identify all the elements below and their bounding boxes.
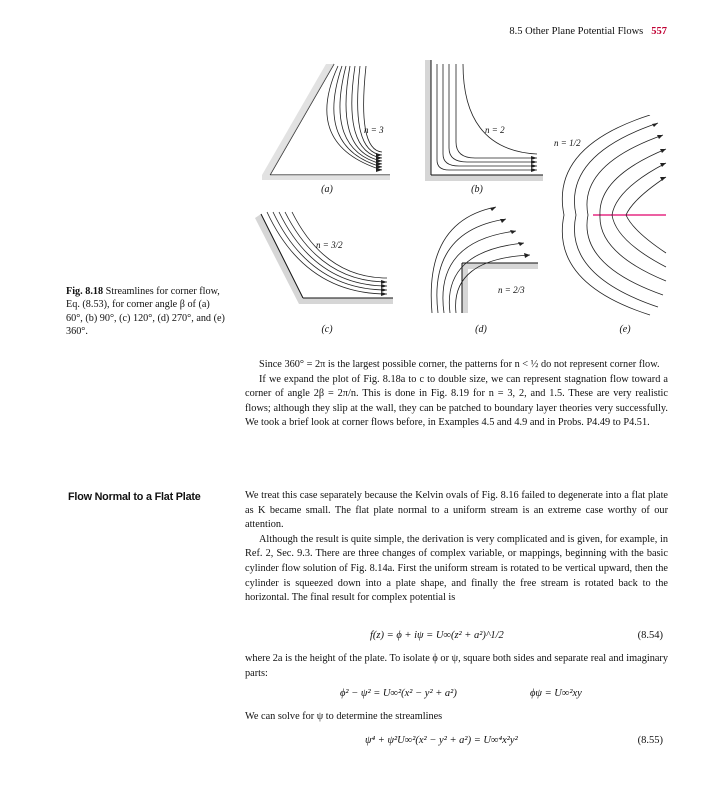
panel-label-e: (e) (619, 324, 631, 335)
paragraph: We treat this case separately because the Kelvin ovals of Fig. 8.16 failed to degenerate into a flat plate as K became small. The flat plate normal to a uniform stream is an extreme case worthy of our attention. (245, 490, 668, 531)
figure-caption (66, 285, 226, 339)
text-after-854: where 2a is the height of the plate. To isolate ϕ or ψ, square both sides and separate real and imaginary parts: (245, 653, 668, 679)
n-label-e: n = 1/2 (554, 138, 581, 148)
body-block-2 (245, 489, 668, 606)
panel-label-c: (c) (321, 324, 333, 335)
section-heading: Flow Normal to a Flat Plate (68, 491, 201, 503)
panel-label-d: (d) (475, 324, 487, 335)
caption-title: Fig. 8.18 (66, 286, 104, 297)
running-title: 8.5 Other Plane Potential Flows (509, 26, 644, 37)
paragraph: Although the result is quite simple, the derivation is very complicated and is given, for example, in Ref. 2, Sec. 9.3. There are three changes of complex variable, or mappings, beginning with the basic cylinder flow solution of Fig. 8.14a. First the uniform stream is rotated to be vertical upward, then the cylinder is squeezed down into a plate shape, and finally the free stream is rotated back to the horizontal. The final result for complex potential is (245, 533, 668, 604)
n-label-c: n = 3/2 (316, 240, 343, 250)
equation-squared-left: ϕ² − ψ² = U∞²(x² − y² + a²) (340, 688, 457, 699)
paragraph: Since 360° = 2π is the largest possible corner, the patterns for n < ½ do not represent corner flow. (259, 359, 660, 370)
equation-number-8-54: (8.54) (637, 630, 663, 641)
paragraph: If we expand the plot of Fig. 8.18a to c to double size, we can represent stagnation flow toward a corner of angle 2β = 2π/n. This is done in Fig. 8.19 for n = 3, 2, and 1.5. These are very realistic flows; although they slip at the wall, they can be patched to boundary layer theories very successfully. We took a brief look at corner flows before, in Examples 4.5 and 4.9 and in Probs. P4.49 to P4.51. (245, 373, 668, 429)
n-label-a: n = 3 (364, 125, 384, 135)
figure-panel-c (255, 210, 395, 315)
equation-8-55: ψ⁴ + ψ²U∞²(x² − y² + a²) = U∞⁴x²y² (365, 735, 518, 746)
equation-squared-right: ϕψ = U∞²xy (530, 688, 582, 699)
text-before-855: We can solve for ψ to determine the streamlines (245, 711, 443, 722)
caption-text: Streamlines for corner flow, Eq. (8.53), for corner angle β of (a) 60°, (b) 90°, (c) 120°, (d) 270°, and (e) 360°. (66, 286, 225, 338)
panel-label-b: (b) (471, 184, 483, 195)
panel-label-a: (a) (321, 184, 333, 195)
body-block-1 (245, 358, 668, 431)
page-number: 557 (651, 26, 667, 37)
figure-panel-d (420, 195, 540, 315)
equation-8-54: f(z) = ϕ + iψ = U∞(z² + a²)^1/2 (370, 630, 504, 641)
n-label-d: n = 2/3 (498, 285, 525, 295)
equation-number-8-55: (8.55) (637, 735, 663, 746)
running-header (509, 26, 667, 37)
n-label-b: n = 2 (485, 125, 505, 135)
